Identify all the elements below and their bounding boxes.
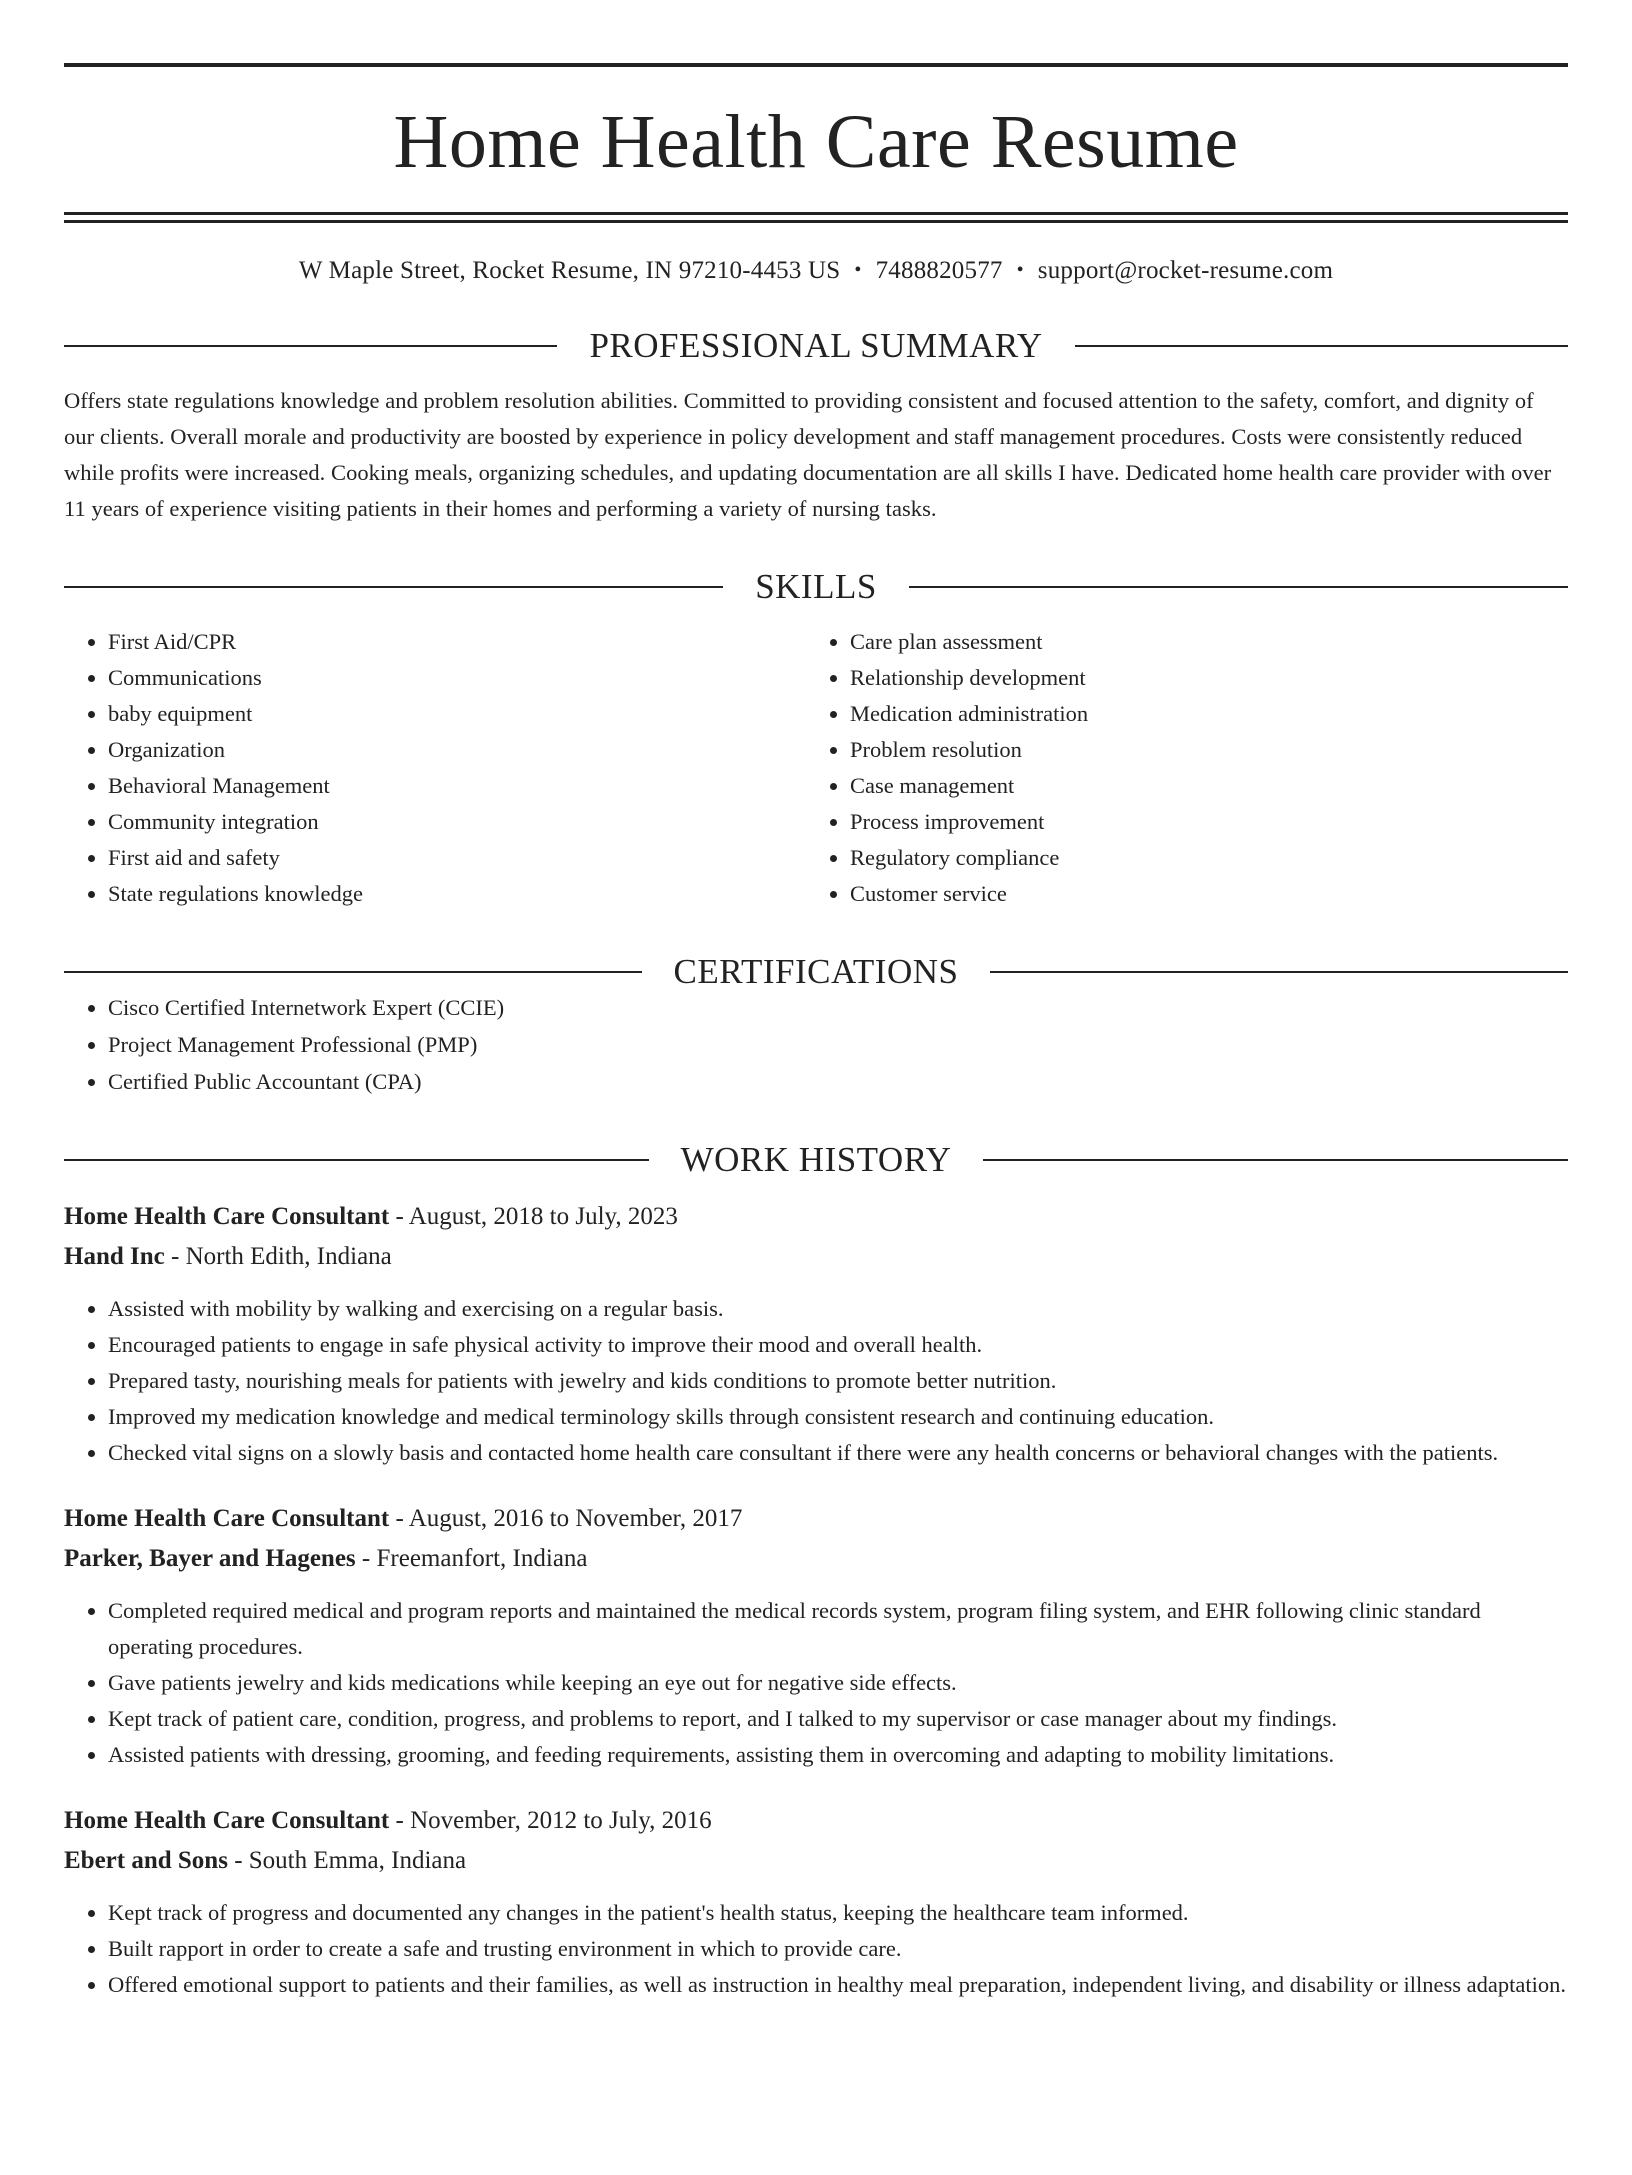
- certifications-list: [64, 989, 1568, 1100]
- job-title-line: [64, 1801, 1568, 1841]
- job-duty-item: • Gave patients jewelry and kids medications while keeping an eye out for negative side effects.: [108, 1665, 1568, 1701]
- job-duties-list: [64, 1291, 1568, 1471]
- job-company-line: [64, 1841, 1568, 1881]
- section-title-skills: SKILLS: [755, 567, 877, 606]
- skill-item: • Problem resolution: [850, 732, 1568, 768]
- job-duty-item: • Assisted with mobility by walking and exercising on a regular basis.: [108, 1291, 1568, 1327]
- skill-item: • Communications: [108, 660, 806, 696]
- job-dates: November, 2012 to July, 2016: [410, 1807, 712, 1834]
- resume-page: [0, 63, 1632, 2175]
- skills-column-left: [64, 624, 806, 912]
- section-header-certifications: [64, 954, 1568, 989]
- job-title: Home Health Care Consultant: [64, 1505, 390, 1532]
- skill-item: • Behavioral Management: [108, 768, 806, 804]
- job-title: Home Health Care Consultant: [64, 1203, 390, 1230]
- job-duties-list: [64, 1895, 1568, 2003]
- job-entry: [64, 1197, 1568, 1471]
- job-location: North Edith, Indiana: [185, 1243, 392, 1270]
- skills-list-right: [806, 624, 1568, 912]
- section-rule-left: [64, 971, 642, 973]
- skill-item: • Relationship development: [850, 660, 1568, 696]
- skills-column-right: [806, 624, 1568, 912]
- skill-item: • Care plan assessment: [850, 624, 1568, 660]
- dash: -: [164, 1243, 186, 1270]
- section-title-work-history: WORK HISTORY: [680, 1140, 952, 1179]
- contact-separator: •: [854, 259, 862, 281]
- skill-item: • Medication administration: [850, 696, 1568, 732]
- job-duty-item: • Offered emotional support to patients and their families, as well as instruction in healthy meal preparation, independent living, and disability or illness adaptation.: [108, 1967, 1568, 2003]
- skills-list-left: [64, 624, 806, 912]
- section-rule-left: [64, 1159, 649, 1161]
- job-title: Home Health Care Consultant: [64, 1807, 390, 1834]
- job-duty-item: • Improved my medication knowledge and medical terminology skills through consistent research and continuing education.: [108, 1399, 1568, 1435]
- job-duty-item: • Completed required medical and program reports and maintained the medical records system, program filing system, and EHR following clinic standard operating procedures.: [108, 1593, 1568, 1665]
- job-location: South Emma, Indiana: [248, 1847, 467, 1874]
- job-title-line: [64, 1499, 1568, 1539]
- skill-item: • Process improvement: [850, 804, 1568, 840]
- skill-item: • baby equipment: [108, 696, 806, 732]
- section-rule-right: [909, 586, 1568, 588]
- resume-title: Home Health Care Resume: [393, 100, 1239, 184]
- skill-item: • Customer service: [850, 876, 1568, 912]
- contact-address: W Maple Street, Rocket Resume, IN 97210-4453 US: [298, 257, 841, 284]
- job-dates: August, 2016 to November, 2017: [408, 1505, 743, 1532]
- dash: -: [355, 1545, 377, 1572]
- job-duty-item: • Assisted patients with dressing, grooming, and feeding requirements, assisting them in overcoming and adapting to mobility limitations.: [108, 1737, 1568, 1773]
- section-header-skills: [64, 569, 1568, 604]
- job-duty-item: • Prepared tasty, nourishing meals for patients with jewelry and kids conditions to promote better nutrition.: [108, 1363, 1568, 1399]
- contact-separator: •: [1016, 259, 1024, 281]
- skill-item: • First aid and safety: [108, 840, 806, 876]
- dash: -: [227, 1847, 249, 1874]
- skills-columns: [64, 624, 1568, 912]
- dash: -: [389, 1807, 411, 1834]
- contact-line: [64, 256, 1568, 286]
- job-entry: [64, 1801, 1568, 2003]
- job-entry: [64, 1499, 1568, 1773]
- section-header-work-history: [64, 1142, 1568, 1177]
- job-duty-item: • Kept track of progress and documented any changes in the patient's health status, keeping the healthcare team informed.: [108, 1895, 1568, 1931]
- summary-text: Offers state regulations knowledge and problem resolution abilities. Committed to providing consistent and focused attention to the safety, comfort, and dignity of our clients. Overall morale and productivity are boosted by experience in policy development and staff management procedures. Costs were consistently reduced while profits were increased. Cooking meals, organizing schedules, and updating documentation are all skills I have. Dedicated home health care provider with over 11 years of experience visiting patients in their homes and performing a variety of nursing tasks.: [64, 388, 1552, 521]
- contact-phone[interactable]: 7488820577: [875, 257, 1003, 284]
- job-company-line: [64, 1237, 1568, 1277]
- section-title-certifications: CERTIFICATIONS: [673, 952, 959, 991]
- job-duty-item: • Kept track of patient care, condition, progress, and problems to report, and I talked to my supervisor or case manager about my findings.: [108, 1701, 1568, 1737]
- job-company: Hand Inc: [64, 1243, 165, 1270]
- section-rule-right: [1075, 345, 1568, 347]
- skill-item: • Case management: [850, 768, 1568, 804]
- title-double-divider: [64, 212, 1568, 223]
- certification-item: • Cisco Certified Internetwork Expert (CCIE): [108, 989, 1568, 1026]
- certification-item: • Project Management Professional (PMP): [108, 1026, 1568, 1063]
- section-header-summary: [64, 328, 1568, 363]
- job-company: Ebert and Sons: [64, 1847, 228, 1874]
- dash: -: [389, 1203, 409, 1230]
- skill-item: • First Aid/CPR: [108, 624, 806, 660]
- skill-item: • Community integration: [108, 804, 806, 840]
- job-location: Freemanfort, Indiana: [376, 1545, 588, 1572]
- top-divider: [64, 63, 1568, 67]
- job-company: Parker, Bayer and Hagenes: [64, 1545, 356, 1572]
- skill-item: • Organization: [108, 732, 806, 768]
- job-duty-item: • Encouraged patients to engage in safe physical activity to improve their mood and overall health.: [108, 1327, 1568, 1363]
- section-rule-right: [983, 1159, 1568, 1161]
- job-duties-list: [64, 1593, 1568, 1773]
- certification-item: • Certified Public Accountant (CPA): [108, 1063, 1568, 1100]
- job-company-line: [64, 1539, 1568, 1579]
- job-title-line: [64, 1197, 1568, 1237]
- job-duty-item: • Checked vital signs on a slowly basis and contacted home health care consultant if there were any health concerns or behavioral changes with the patients.: [108, 1435, 1568, 1471]
- dash: -: [389, 1505, 409, 1532]
- section-rule-right: [990, 971, 1568, 973]
- section-rule-left: [64, 586, 723, 588]
- skill-item: • State regulations knowledge: [108, 876, 806, 912]
- job-dates: August, 2018 to July, 2023: [408, 1203, 678, 1230]
- job-duty-item: • Built rapport in order to create a safe and trusting environment in which to provide care.: [108, 1931, 1568, 1967]
- section-title-summary: PROFESSIONAL SUMMARY: [589, 326, 1043, 365]
- contact-email[interactable]: support@rocket-resume.com: [1037, 257, 1334, 284]
- skill-item: • Regulatory compliance: [850, 840, 1568, 876]
- section-rule-left: [64, 345, 557, 347]
